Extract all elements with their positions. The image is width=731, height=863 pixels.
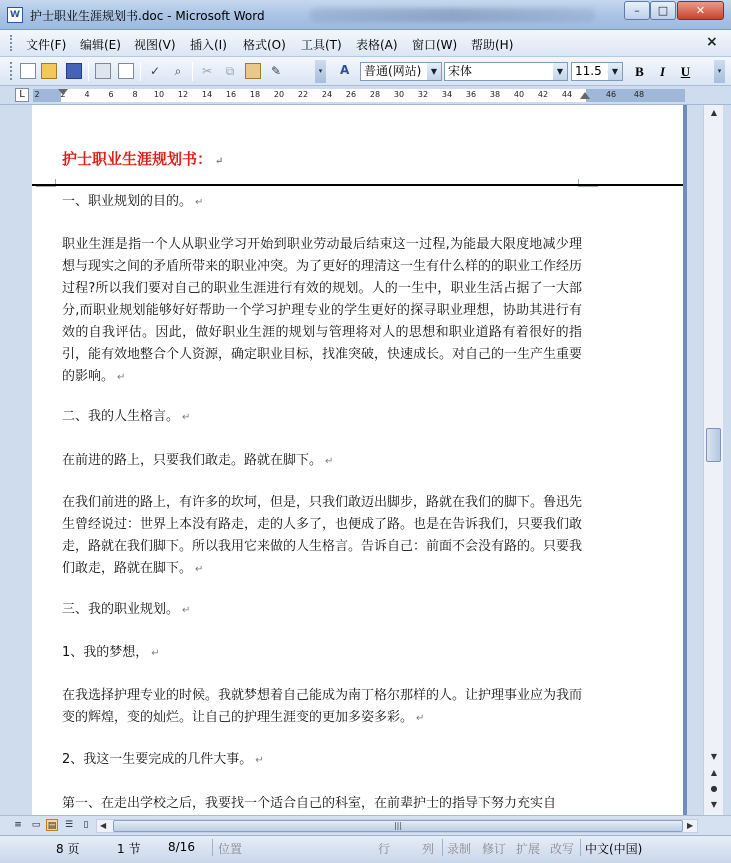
chevron-down-icon[interactable]: ▼ bbox=[608, 63, 622, 80]
font-combo[interactable] bbox=[444, 62, 568, 81]
chevron-down-icon[interactable]: ▼ bbox=[553, 63, 567, 80]
menu-edit[interactable]: 编辑(E) bbox=[80, 38, 121, 52]
paragraph-mark-icon: ↵ bbox=[195, 197, 204, 208]
paragraph-mark-icon: ↵ bbox=[182, 605, 191, 616]
status-position: 位置 bbox=[218, 842, 243, 856]
vertical-scrollbar[interactable] bbox=[703, 105, 723, 815]
chevron-down-icon[interactable]: ▼ bbox=[427, 63, 441, 80]
font-value: 宋体 bbox=[448, 64, 473, 78]
paragraph-mark-icon: ↵ bbox=[416, 713, 425, 724]
ruler-tick: 32 bbox=[417, 90, 429, 99]
ruler-tick: 12 bbox=[177, 90, 189, 99]
menu-file[interactable]: 文件(F) bbox=[26, 38, 67, 52]
paragraph-text: 在我选择护理专业的时候。我就梦想着自己能成为南丁格尔那样的人。让护理事业应为我而变的辉煌，变的灿烂。让自己的护理生涯变的更加多姿多彩。 bbox=[62, 688, 583, 725]
ruler-tick: 28 bbox=[369, 90, 381, 99]
copy-icon[interactable]: ⧉ bbox=[225, 64, 235, 78]
paragraph[interactable] bbox=[62, 450, 582, 473]
left-margin-strip bbox=[0, 105, 32, 815]
paragraph[interactable] bbox=[62, 191, 582, 214]
italic-button[interactable]: I bbox=[659, 64, 666, 79]
print-icon[interactable] bbox=[95, 63, 111, 79]
paragraph[interactable] bbox=[62, 793, 582, 815]
spelling-icon[interactable]: ✓ bbox=[149, 64, 161, 78]
print-layout-view-icon[interactable]: ▤ bbox=[47, 821, 57, 831]
ruler-tick: 42 bbox=[537, 90, 549, 99]
outline-view-icon[interactable]: ☰ bbox=[64, 820, 74, 830]
toolbar-separator bbox=[192, 62, 193, 81]
format-painter-icon[interactable]: ✎ bbox=[270, 64, 282, 78]
close-window-button[interactable]: ✕ bbox=[677, 1, 724, 20]
horizontal-scroll-track[interactable] bbox=[96, 819, 698, 833]
paragraph-mark-icon: ↵ bbox=[215, 156, 224, 167]
normal-view-icon[interactable]: ≡ bbox=[14, 820, 22, 830]
paragraph[interactable] bbox=[62, 685, 582, 730]
status-line: 行 bbox=[378, 842, 391, 856]
open-folder-icon[interactable] bbox=[41, 63, 57, 79]
next-page-icon[interactable]: ▼ bbox=[710, 800, 718, 809]
maximize-button[interactable]: □ bbox=[650, 1, 676, 20]
document-heading[interactable] bbox=[62, 148, 223, 169]
status-page-of: 8/16 bbox=[168, 840, 195, 854]
paragraph[interactable] bbox=[62, 234, 582, 389]
paragraph[interactable] bbox=[62, 406, 582, 429]
ruler-tick: 26 bbox=[345, 90, 357, 99]
reading-layout-view-icon[interactable]: ▯ bbox=[83, 820, 89, 830]
paragraph-text: 一、职业规划的目的。 bbox=[62, 194, 193, 209]
paragraph-text: 在我们前进的路上，有许多的坎坷，但是，只我们敢迈出脚步，路就在我们的脚下。鲁迅先生曾经说过：世界上本没有路走，走的人多了，也便成了路。也是在告诉我们，只要我们敢走，路就在我们脚下。所以我用它来做的人生格言。告诉自己：前面不会没有路的。只要我们敢走，路就在脚下。 bbox=[62, 495, 583, 576]
research-icon[interactable]: ⌕ bbox=[174, 64, 182, 78]
ruler-tick: 8 bbox=[132, 90, 138, 99]
status-column: 列 bbox=[422, 842, 435, 856]
menu-format[interactable]: 格式(O) bbox=[243, 38, 286, 52]
paragraph-text: 在前进的路上，只要我们敢走。路就在脚下。 bbox=[62, 453, 323, 468]
previous-page-icon[interactable]: ▲ bbox=[710, 768, 718, 777]
paragraph-text: 职业生涯是指一个人从职业学习开始到职业劳动最后结束这一过程,为能最大限度地减少理想与现实之间的矛盾所带来的职业冲突。为了更好的理清这一生有什么样的的职业工作经历过程?所以我们要对自己的职业生涯进行有效的规划。人的一生中，职业生活占据了一大部分,而职业规划能够好好帮助一个学习护理专业的学生更好的探寻职业理想，协助其进行有效的自我评估。因此，做好职业生涯的规划与管理将对人的思想和职业道路有着很好的指引，能有效地整合个人资源，确定职业目标，找准突破，快速成长。对自己的一生产生重要的影响。 bbox=[62, 237, 583, 384]
cut-icon[interactable]: ✂ bbox=[201, 64, 213, 78]
bold-button[interactable]: B bbox=[635, 64, 644, 79]
paragraph-mark-icon: ↵ bbox=[195, 564, 204, 575]
ruler-tick: 2 bbox=[34, 90, 40, 99]
page-break-line bbox=[32, 184, 687, 186]
status-extend[interactable]: 扩展 bbox=[516, 842, 541, 856]
horizontal-scrollbar-row bbox=[0, 815, 731, 835]
paragraph-mark-icon: ↵ bbox=[117, 372, 126, 383]
web-layout-view-icon[interactable]: ▭ bbox=[31, 820, 41, 830]
close-document-icon[interactable]: × bbox=[706, 34, 718, 50]
document-page[interactable] bbox=[32, 105, 687, 815]
status-separator bbox=[580, 839, 581, 856]
style-value: 普通(网站) bbox=[364, 64, 422, 78]
standard-formatting-toolbar bbox=[0, 57, 731, 86]
paragraph-mark-icon: ↵ bbox=[255, 755, 264, 766]
horizontal-ruler[interactable] bbox=[33, 89, 685, 102]
scroll-down-icon[interactable]: ▼ bbox=[710, 752, 718, 761]
menu-table[interactable]: 表格(A) bbox=[356, 38, 398, 52]
menu-help[interactable]: 帮助(H) bbox=[471, 38, 514, 52]
paragraph-text: 三、我的职业规划。 bbox=[62, 602, 180, 617]
menu-bar bbox=[0, 30, 731, 57]
toolbar-separator bbox=[140, 62, 141, 81]
ruler-tick: 40 bbox=[513, 90, 525, 99]
print-preview-icon[interactable] bbox=[118, 63, 134, 79]
toolbar-separator bbox=[88, 62, 89, 81]
underline-button[interactable]: U bbox=[680, 64, 691, 79]
ruler-tick: 34 bbox=[441, 90, 453, 99]
scroll-right-icon[interactable]: ▶ bbox=[687, 821, 694, 830]
scroll-up-icon[interactable]: ▲ bbox=[710, 108, 718, 117]
right-indent-marker[interactable] bbox=[580, 92, 590, 99]
status-section: 1 节 bbox=[117, 842, 141, 856]
minimize-button[interactable]: – bbox=[624, 1, 650, 20]
paragraph[interactable] bbox=[62, 599, 582, 622]
ruler-tick: 48 bbox=[633, 90, 645, 99]
window-edge-strip bbox=[723, 105, 731, 815]
status-record[interactable]: 录制 bbox=[447, 842, 472, 856]
paragraph-mark-icon: ↵ bbox=[182, 412, 191, 423]
blurred-region bbox=[310, 8, 595, 22]
tab-selector[interactable]: L bbox=[15, 88, 29, 102]
save-disk-icon[interactable] bbox=[66, 63, 82, 79]
previous-line-fragment bbox=[62, 105, 582, 110]
ruler-tick: 44 bbox=[561, 90, 573, 99]
style-combo[interactable] bbox=[360, 62, 442, 81]
ruler-tick: 6 bbox=[108, 90, 114, 99]
paragraph-text: 1、我的梦想， bbox=[62, 645, 149, 660]
ruler-tick: 30 bbox=[393, 90, 405, 99]
paragraph[interactable] bbox=[62, 492, 582, 581]
paragraph-text: 第一、在走出学校之后，我要找一个适合自己的科室，在前辈护士的指导下努力充实自 bbox=[62, 796, 557, 811]
ruler-tick: 4 bbox=[84, 90, 90, 99]
toolbar-options-dropdown[interactable]: ▾ bbox=[714, 60, 725, 83]
scroll-left-icon[interactable]: ◀ bbox=[100, 821, 107, 830]
word-app-icon[interactable]: W bbox=[7, 7, 23, 23]
menu-view[interactable]: 视图(V) bbox=[134, 38, 176, 52]
status-revise[interactable]: 修订 bbox=[482, 842, 507, 856]
browse-object-icon[interactable]: ● bbox=[710, 784, 718, 793]
new-document-icon[interactable] bbox=[20, 63, 36, 79]
status-overtype[interactable]: 改写 bbox=[550, 842, 575, 856]
ruler-tick: 36 bbox=[465, 90, 477, 99]
paragraph-mark-icon: ↵ bbox=[151, 648, 160, 659]
paragraph-text: 二、我的人生格言。 bbox=[62, 409, 180, 424]
ruler-tick: 14 bbox=[201, 90, 213, 99]
ruler-tick: 20 bbox=[273, 90, 285, 99]
status-separator bbox=[442, 839, 443, 856]
paragraph[interactable] bbox=[62, 642, 582, 665]
paste-icon[interactable] bbox=[245, 63, 261, 79]
toolbar-options-dropdown[interactable]: ▾ bbox=[315, 60, 326, 83]
menu-tools[interactable]: 工具(T) bbox=[301, 38, 342, 52]
toolbar-grip-handle[interactable] bbox=[10, 62, 13, 80]
status-page: 8 页 bbox=[56, 842, 80, 856]
ruler-tick: 18 bbox=[249, 90, 261, 99]
horizontal-ruler-row bbox=[0, 86, 731, 105]
horizontal-scroll-thumb[interactable]: ||| bbox=[113, 820, 683, 832]
menu-window[interactable]: 窗口(W) bbox=[412, 38, 458, 52]
status-separator bbox=[212, 839, 213, 856]
vertical-scroll-thumb[interactable] bbox=[706, 428, 721, 462]
right-margin-strip bbox=[687, 105, 703, 815]
window-title: 护士职业生涯规划书.doc - Microsoft Word bbox=[30, 9, 265, 23]
ruler-tick: 16 bbox=[225, 90, 237, 99]
styles-icon[interactable]: A bbox=[340, 63, 350, 77]
paragraph[interactable] bbox=[62, 749, 582, 772]
status-bar bbox=[0, 835, 731, 863]
font-size-combo[interactable] bbox=[571, 62, 623, 81]
ruler-tick: 46 bbox=[605, 90, 617, 99]
ruler-tick: 22 bbox=[297, 90, 309, 99]
menu-grip-handle[interactable] bbox=[10, 35, 13, 51]
paragraph-mark-icon: ↵ bbox=[325, 456, 334, 467]
title-bar bbox=[0, 0, 731, 30]
ruler-tick: 10 bbox=[153, 90, 165, 99]
menu-insert[interactable]: 插入(I) bbox=[190, 38, 227, 52]
heading-text: 护士职业生涯规划书： bbox=[62, 150, 213, 168]
ruler-tick: 38 bbox=[489, 90, 501, 99]
status-language[interactable]: 中文(中国) bbox=[585, 842, 643, 856]
paragraph-text: 2、我这一生要完成的几件大事。 bbox=[62, 752, 253, 767]
ruler-tick: 24 bbox=[321, 90, 333, 99]
left-indent-marker[interactable] bbox=[58, 89, 68, 102]
ruler-tick: 2 bbox=[60, 90, 66, 99]
font-size-value: 11.5 bbox=[575, 64, 602, 78]
